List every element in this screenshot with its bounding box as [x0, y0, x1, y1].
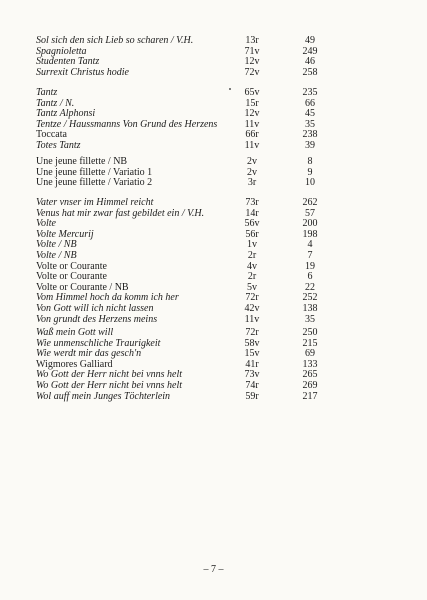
entry-title: Une jeune fillette / NB	[36, 156, 128, 167]
entry-folio: 41r	[245, 358, 259, 370]
entry-title: Vater vnser im Himmel reicht	[36, 197, 154, 208]
entry-number: 262	[302, 197, 318, 208]
entry-number: 57	[305, 207, 315, 219]
index-entry	[36, 209, 336, 220]
entry-title: Tantz	[36, 87, 58, 98]
entry-number: 269	[302, 379, 318, 391]
entry-title: Une jeune fillette / Variatio 2	[36, 177, 153, 189]
entry-number: 66	[305, 97, 315, 109]
index-entry	[36, 240, 336, 251]
entry-folio: 74r	[245, 379, 259, 391]
entry-title: Spagnioletta	[36, 45, 87, 57]
index-entry	[36, 120, 336, 131]
entry-folio: 12v	[244, 108, 260, 120]
index-entry	[36, 130, 336, 141]
entry-title: Volte / NB	[36, 249, 77, 261]
entry-number: 19	[305, 260, 315, 272]
entry-number: 138	[302, 302, 318, 314]
entry-number: 45	[305, 108, 315, 120]
entry-folio: 14r	[245, 207, 259, 219]
entry-title: Sol sich den sich Lieb so scharen / V.H.	[36, 35, 194, 46]
index-entry	[36, 36, 336, 47]
entry-title: Une jeune fillette / Variatio 1	[36, 166, 153, 178]
index-group	[36, 328, 336, 402]
entry-folio: 15r	[245, 97, 259, 109]
index-entry	[36, 251, 336, 262]
entry-title: Volte	[36, 218, 56, 230]
index-entry	[36, 141, 336, 152]
entry-number: 198	[302, 228, 318, 240]
entry-title: Volte / NB	[36, 239, 77, 251]
entry-folio: 65v	[244, 87, 260, 98]
entry-folio: 73v	[244, 369, 260, 381]
entry-number: 69	[305, 348, 315, 360]
entry-number: 250	[302, 327, 318, 338]
entry-number: 35	[305, 313, 315, 325]
entry-title: Vom Himmel hoch da komm ich her	[36, 292, 179, 304]
index-entry	[36, 315, 336, 326]
index-entry	[36, 157, 336, 168]
entry-number: 35	[305, 118, 315, 130]
index-entry	[36, 178, 336, 189]
entry-number: 22	[305, 281, 315, 293]
index-group	[36, 198, 336, 325]
index-group	[36, 157, 336, 189]
entry-title: Venus hat mir zwar fast gebildet ein / V.H.	[36, 207, 205, 219]
entry-title: Waß mein Gott will	[36, 327, 114, 338]
entry-folio: 58v	[244, 337, 260, 349]
entry-title: Totes Tantz	[36, 139, 81, 151]
index-entry	[36, 328, 336, 339]
entry-number: 252	[302, 292, 318, 304]
entry-title: Tantz / N.	[36, 97, 75, 109]
entry-number: 235	[302, 87, 318, 98]
entry-folio: 2v	[247, 166, 257, 178]
entry-number: 238	[302, 129, 318, 141]
entry-folio: 12v	[244, 56, 260, 68]
entry-title: Von grundt des Herzens meins	[36, 313, 158, 325]
entry-folio: 4v	[247, 260, 257, 272]
entry-folio: 2r	[247, 271, 257, 283]
entry-title: Wigmores Galliard	[36, 358, 113, 370]
entry-title: Wo Gott der Herr nicht bei vnns helt	[36, 379, 183, 391]
index-entry	[36, 68, 336, 79]
entry-title: Surrexit Christus hodie	[36, 66, 129, 78]
entry-folio: 2v	[247, 156, 257, 167]
entry-folio: 5v	[247, 281, 257, 293]
entry-number: 249	[302, 45, 318, 57]
entry-number: 133	[302, 358, 318, 370]
entry-number: 215	[302, 337, 318, 349]
entry-number: 4	[307, 239, 313, 251]
entry-folio: 71v	[244, 45, 260, 57]
entry-folio: 15v	[244, 348, 260, 360]
entry-folio: 72r	[245, 327, 259, 338]
page-number: – 7 –	[203, 564, 224, 575]
entry-number: 9	[307, 166, 313, 178]
entry-number: 258	[302, 66, 318, 78]
entry-title: Tentze / Haussmanns Von Grund des Herzens	[36, 118, 218, 130]
entry-folio: 56r	[245, 228, 259, 240]
entry-title: Wol auff mein Junges Töchterlein	[36, 390, 171, 402]
entry-title: Volte or Courante / NB	[36, 281, 129, 293]
index-entry	[36, 381, 336, 392]
entry-folio: 72r	[245, 292, 259, 304]
index-group	[36, 36, 336, 78]
entry-title: Von Gott will ich nicht lassen	[36, 302, 154, 314]
entry-title: Wie werdt mir das gesch'n	[36, 348, 142, 360]
entry-title: Volte or Courante	[36, 271, 107, 283]
entry-folio: 13r	[245, 35, 259, 46]
entry-folio: 11v	[244, 313, 260, 325]
ink-mark	[229, 88, 231, 90]
entry-folio: 73r	[245, 197, 259, 208]
entry-folio: 59r	[245, 390, 259, 402]
entry-title: Studenten Tantz	[36, 56, 100, 68]
index-entry	[36, 88, 336, 99]
entry-folio: 66r	[245, 129, 259, 141]
entry-title: Wie unmenschliche Traurigkeit	[36, 337, 161, 349]
index-entry	[36, 198, 336, 209]
index-group	[36, 88, 336, 152]
entry-number: 217	[302, 390, 318, 402]
index-entry	[36, 304, 336, 315]
entry-number: 265	[302, 369, 318, 381]
entry-number: 46	[305, 56, 315, 68]
entry-number: 200	[302, 218, 318, 230]
entry-number: 6	[307, 271, 313, 283]
entry-folio: 3r	[247, 177, 257, 189]
entry-folio: 2r	[247, 249, 257, 261]
entry-number: 8	[307, 156, 313, 167]
entry-number: 49	[305, 35, 315, 46]
entry-title: Volte Mercurij	[36, 228, 94, 240]
entry-title: Toccata	[36, 129, 67, 141]
entry-folio: 56v	[244, 218, 260, 230]
entry-title: Wo Gott der Herr nicht bei vnns helt	[36, 369, 183, 381]
entry-folio: 42v	[244, 302, 260, 314]
entry-number: 39	[305, 139, 315, 151]
entry-number: 7	[307, 249, 313, 261]
entry-folio: 11v	[244, 118, 260, 130]
entry-folio: 1v	[247, 239, 257, 251]
index-entry	[36, 392, 336, 403]
entry-folio: 11v	[244, 139, 260, 151]
index-entry	[36, 230, 336, 241]
entry-number: 10	[305, 177, 315, 189]
entry-title: Volte or Courante	[36, 260, 107, 272]
entry-folio: 72v	[244, 66, 260, 78]
entry-title: Tantz Alphonsi	[36, 108, 96, 120]
